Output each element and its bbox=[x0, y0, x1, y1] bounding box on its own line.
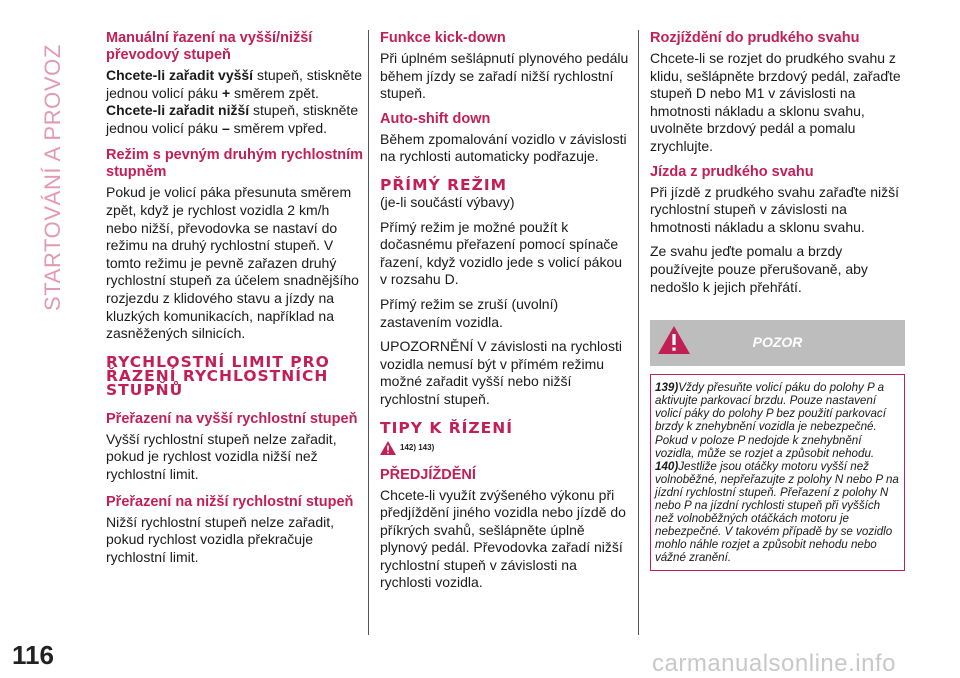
plus-symbol: + bbox=[221, 84, 231, 101]
warning-text: Vždy přesuňte volicí páku do polohy P a aktivujte parkovací brzdu. Pouze nastavení volicí páky do polohy P bez použití parkovací brzdy k znehybnění vozidla je nebezpečné. Pokud v poloze P nedojde k znehybnění vozidla, může se rozjet a způsobit nehodu. bbox=[655, 381, 886, 460]
column-divider-1 bbox=[368, 30, 369, 635]
heading-driving-tips: TIPY K ŘÍZENÍ bbox=[380, 418, 513, 437]
heading-direct-mode: PŘÍMÝ REŽIM bbox=[380, 175, 508, 194]
warning-box bbox=[650, 374, 905, 571]
watermark: carmanualsonline.info bbox=[652, 650, 896, 677]
warning-references bbox=[380, 441, 632, 455]
heading-overtaking: PŘEDJÍŽDĚNÍ bbox=[380, 466, 476, 483]
warning-item-139 bbox=[655, 381, 900, 460]
heading-speed-limit: RYCHLOSTNÍ LIMIT PRO ŘAZENÍ RYCHLOSTNÍCH STUPŇŮ bbox=[106, 352, 330, 399]
paragraph-direct-mode-1: Přímý režim je možné použít k dočasnému přeřazení pomocí spínače řazení, když vozidlo jede s volicí pákou v rozsahu D. bbox=[380, 218, 623, 288]
paragraph-downshift: Nižší rychlostní stupeň nelze zařadit, pokud rychlost vozidla překračuje rychlostní limit. bbox=[106, 513, 334, 565]
heading-auto-shift-down: Auto-shift down bbox=[380, 110, 491, 127]
heading-second-gear-mode: Režim s pevným druhým rychlostním stupněm bbox=[106, 147, 364, 181]
paragraph-manual-shift bbox=[106, 67, 364, 137]
heading-manual-shift: Manuální řazení na vyšší/nižší převodový stupeň bbox=[106, 30, 313, 63]
warning-title: POZOR bbox=[752, 334, 803, 351]
text-segment: směrem zpět. bbox=[230, 84, 319, 101]
warning-item-140 bbox=[655, 460, 900, 565]
side-title-text: STARTOVÁNÍ A PROVOZ bbox=[40, 44, 65, 311]
warning-number: 140) bbox=[655, 459, 679, 473]
paragraph-upshift: Vyšší rychlostní stupeň nelze zařadit, pokud je rychlost vozidla nižší než rychlostní limit. bbox=[106, 430, 337, 482]
page-number: 116 bbox=[12, 640, 54, 670]
column-divider-2 bbox=[638, 30, 639, 635]
column-3 bbox=[650, 30, 905, 571]
paragraph-uphill-start: Chcete-li se rozjet do prudkého svahu z klidu, sešlápněte brzdový pedál, zařaďte stupeň D nebo M1 v závislosti na hmotnosti nákladu a sklonu svahu, uvolněte brzdový pedál a pomalu zrychlujte. bbox=[650, 50, 901, 154]
minus-symbol: – bbox=[221, 119, 230, 136]
text-segment: stupeň, stiskněte jednou volicí páku bbox=[106, 102, 359, 136]
heading-uphill-start: Rozjíždění do prudkého svahu bbox=[650, 30, 860, 46]
warning-text: Jestliže jsou otáčky motoru vyšší než volnoběžné, nepřeřazujte z polohy N nebo P na jízdní rychlostní stupeň. Přeřazení z polohy N nebo P na jízdní rychlosti stupeň při vyšších než volnoběžných otáčkách motoru je nebezpečné. V takovém případě by se vozidlo mohlo náhle rozjet a způsobit nehodu nebo vážné zranění. bbox=[655, 459, 899, 565]
reference-numbers: 142) 143) bbox=[400, 443, 435, 452]
paragraph-downhill-2: Ze svahu jeďte pomalu a brzdy používejte pouze přerušovaně, aby nedošlo k jejich přehřátí. bbox=[650, 243, 868, 295]
text-segment: stupeň, stiskněte jednou volicí páku bbox=[106, 67, 363, 101]
paragraph-second-gear-mode: Pokud je volicí páka přesunuta směrem zpět, když je rychlost vozidla 2 km/h nebo nižší, převodovka se nastaví do režimu na druhý rychlostní stupeň. V tomto režimu je pevně zařazen druhý rychlostní stupeň za účelem snadnějšího rozjezdu z klidového stavu a jízdy na kluzkých komunikacích, například na zasněžených silnicích. bbox=[106, 184, 359, 342]
bold-upshift: Chcete-li zařadit vyšší bbox=[106, 67, 254, 83]
warning-number: 139) bbox=[655, 381, 679, 395]
warning-triangle-icon bbox=[380, 441, 396, 455]
paragraph-overtaking: Chcete-li využít zvýšeného výkonu při předjíždění jiného vozidla nebo jízdě do příkrých svahů, sešlápněte úplně plynový pedál. Převodovka zařadí nižší rychlostní stupeň v závislosti na rychlosti vozidla. bbox=[380, 486, 626, 591]
warning-header bbox=[650, 320, 905, 366]
paragraph-direct-mode-note: UPOZORNĚNÍ V závislosti na rychlosti vozidla nemusí být v přímém režimu možné zařadit vyšší nebo nižší rychlostní stupeň. bbox=[380, 338, 622, 407]
column-1 bbox=[106, 30, 364, 573]
direct-mode-subtitle: (je-li součástí výbavy) bbox=[380, 193, 515, 210]
heading-downshift: Přeřazení na nižší rychlostní stupeň bbox=[106, 493, 354, 510]
paragraph-direct-mode-2: Přímý režim se zruší (uvolní) zastavením vozidla. bbox=[380, 295, 559, 330]
paragraph-auto-shift-down: Během zpomalování vozidlo v závislosti na rychlosti automaticky podřazuje. bbox=[380, 130, 627, 165]
heading-kick-down: Funkce kick-down bbox=[380, 30, 506, 46]
paragraph-downhill-1: Při jízdě z prudkého svahu zařaďte nižší rychlostní stupeň v závislosti na hmotnosti nákladu a sklonu svahu. bbox=[650, 183, 900, 235]
text-segment: směrem vpřed. bbox=[229, 119, 328, 136]
heading-upshift: Přeřazení na vyšší rychlostní stupeň bbox=[106, 410, 358, 427]
bold-downshift: Chcete-li zařadit nižší bbox=[106, 102, 250, 119]
side-section-title bbox=[8, 26, 78, 316]
column-2 bbox=[380, 30, 632, 599]
heading-downhill-driving: Jízda z prudkého svahu bbox=[650, 163, 814, 180]
paragraph-kick-down: Při úplném sešlápnutí plynového pedálu během jízdy se zařadí nižší rychlostní stupeň. bbox=[380, 50, 629, 102]
